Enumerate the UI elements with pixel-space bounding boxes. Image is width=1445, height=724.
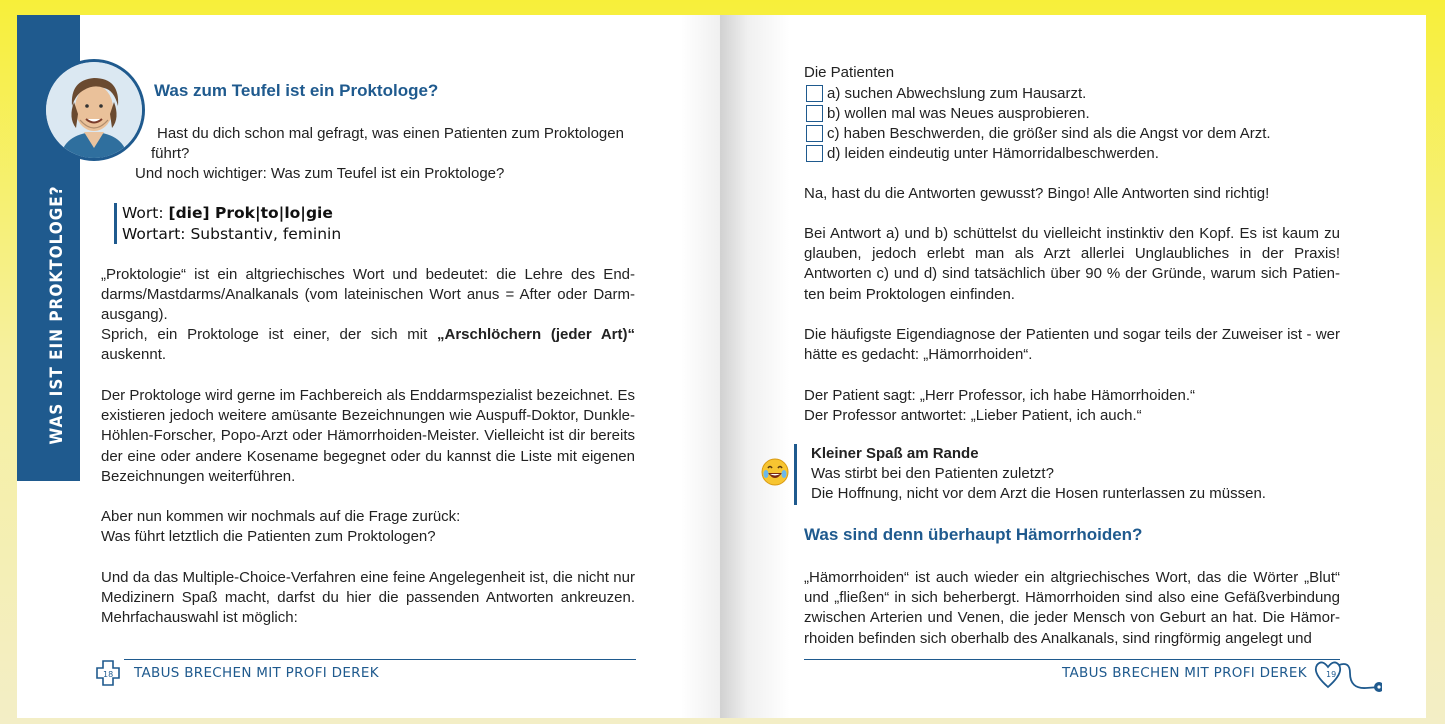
laughing-emoji-icon: [760, 457, 790, 487]
paragraph-definition: „Proktologie“ ist ein altgriechisches Wort und bedeutet: die Lehre des Enddarms/Mastdarms/Analkanals (vom lateinischen Wort anus = After oder Darmausgang).: [101, 266, 635, 324]
joke-line-2: Die Hoffnung, nicht vor dem Arzt die Hosen runterlassen zu müssen.: [811, 485, 1266, 503]
paragraph-question-2: Was führt letztlich die Patienten zum Proktologen?: [101, 528, 436, 545]
joke-box: [794, 444, 1266, 505]
definition-type: Wortart: Substantiv, feminin: [122, 224, 342, 243]
paragraph-explanation: Bei Antwort a) und b) schüttelst du vielleicht instinktiv den Kopf. Es ist kaum zu glauben, jedoch erlebt man als Arzt allerlei Unglaubliches in der Praxis! Antworten c) und d) sind tatsächlich über 90 % der Gründe, warum sich Patienten beim Proktologen einfinden.: [804, 225, 1340, 303]
section-heading: Was zum Teufel ist ein Proktologe?: [154, 81, 439, 100]
book-spread: [17, 15, 1426, 718]
joke-title: Kleiner Spaß am Rande: [811, 445, 979, 462]
intro-line-2: führt?: [151, 145, 190, 162]
choice-checkbox[interactable]: [806, 105, 823, 122]
paragraph-hemorrhoids: „Hämorrhoiden“ ist auch wieder ein altgriechisches Wort, das die Wörter „Blut“ und „fließen“ in sich beherbergt. Hämorrhoiden sind also eine Gefäßverbindung zwischen Arterien und Venen, die jeder Mensch von Geburt an hat. Die Hämorrhoiden befinden sich oberhalb des Analkanals, sind ringförmig angelegt und: [804, 569, 1340, 647]
joke-line-1: Was stirbt bei den Patienten zuletzt?: [811, 465, 1054, 483]
footer-title: TABUS BRECHEN MIT PROFI DEREK: [1062, 665, 1307, 681]
paragraph-answers: Na, hast du die Antworten gewusst? Bingo! Alle Antworten sind richtig!: [804, 185, 1270, 202]
paragraph-self-diagnosis: Die häufigste Eigendiagnose der Patienten und sogar teils der Zuweiser ist - wer hätte es gedacht: „Hämorrhoiden“.: [804, 326, 1340, 364]
intro-line-3: Und noch wichtiger: Was zum Teufel ist ein Proktologe?: [135, 165, 505, 182]
left-page: [17, 15, 720, 718]
chapter-title: WAS IST EIN PROKTOLOGE?: [47, 185, 67, 445]
author-avatar: [43, 59, 145, 161]
page-number: 19: [1326, 670, 1337, 679]
choice-d[interactable]: d) leiden eindeutig unter Hämorridalbeschwerden.: [806, 143, 1159, 163]
intro-line-1: Hast du dich schon mal gefragt, was einen Patienten zum Proktologen: [157, 125, 624, 142]
page-number: 18: [103, 670, 114, 679]
dialogue-professor: Der Professor antwortet: „Lieber Patient, ich auch.“: [804, 407, 1142, 424]
choice-b[interactable]: b) wollen mal was Neues ausprobieren.: [806, 103, 1090, 123]
paragraph-question-1: Aber nun kommen wir nochmals auf die Frage zurück:: [101, 508, 461, 525]
choice-checkbox[interactable]: [806, 145, 823, 162]
footer-title: TABUS BRECHEN MIT PROFI DEREK: [134, 665, 379, 681]
choice-checkbox[interactable]: [806, 85, 823, 102]
section-heading: Was sind denn überhaupt Hämorrhoiden?: [804, 525, 1143, 544]
paragraph-names: Der Proktologe wird gerne im Fachbereich als Enddarmspezialist bezeichnet. Es existieren jedoch weitere amüsante Bezeichnungen wie Auspuff-Doktor, Dunkle-Höhlen-Forscher, Popo-Arzt oder Hämorrhoiden-Meister. Vielleicht ist dir bereits der eine oder andere Kosename begegnet oder du kannst die Liste mit eigenen Bezeichnungen weiterführen.: [101, 387, 635, 485]
definition-box: [114, 203, 341, 244]
paragraph-sprich: Sprich, ein Proktologe ist einer, der sich mit „Arschlöchern (jeder Art)“ auskennt.: [101, 326, 636, 364]
dialogue-patient: Der Patient sagt: „Herr Professor, ich habe Hämorrhoiden.“: [804, 387, 1196, 404]
choice-checkbox[interactable]: [806, 125, 823, 142]
right-page: [720, 15, 1426, 718]
choices-intro: Die Patienten: [804, 64, 895, 81]
footer-rule: [124, 659, 636, 660]
stethoscope-heart-icon: [1312, 657, 1382, 697]
footer-rule: [804, 659, 1340, 660]
author-portrait-icon: [46, 62, 142, 158]
definition-word: Wort: [die] Prok|to|lo|gie: [122, 204, 333, 222]
choice-a[interactable]: a) suchen Abwechslung zum Hausarzt.: [806, 83, 1086, 103]
paragraph-multiple-choice: Und da das Multiple-Choice-Verfahren eine feine Angelegenheit ist, die nicht nur Medizinern Spaß macht, darfst du hier die passenden Antworten ankreuzen. Mehrfachauswahl ist möglich:: [101, 569, 635, 627]
choice-c[interactable]: c) haben Beschwerden, die größer sind als die Angst vor dem Arzt.: [806, 123, 1271, 143]
